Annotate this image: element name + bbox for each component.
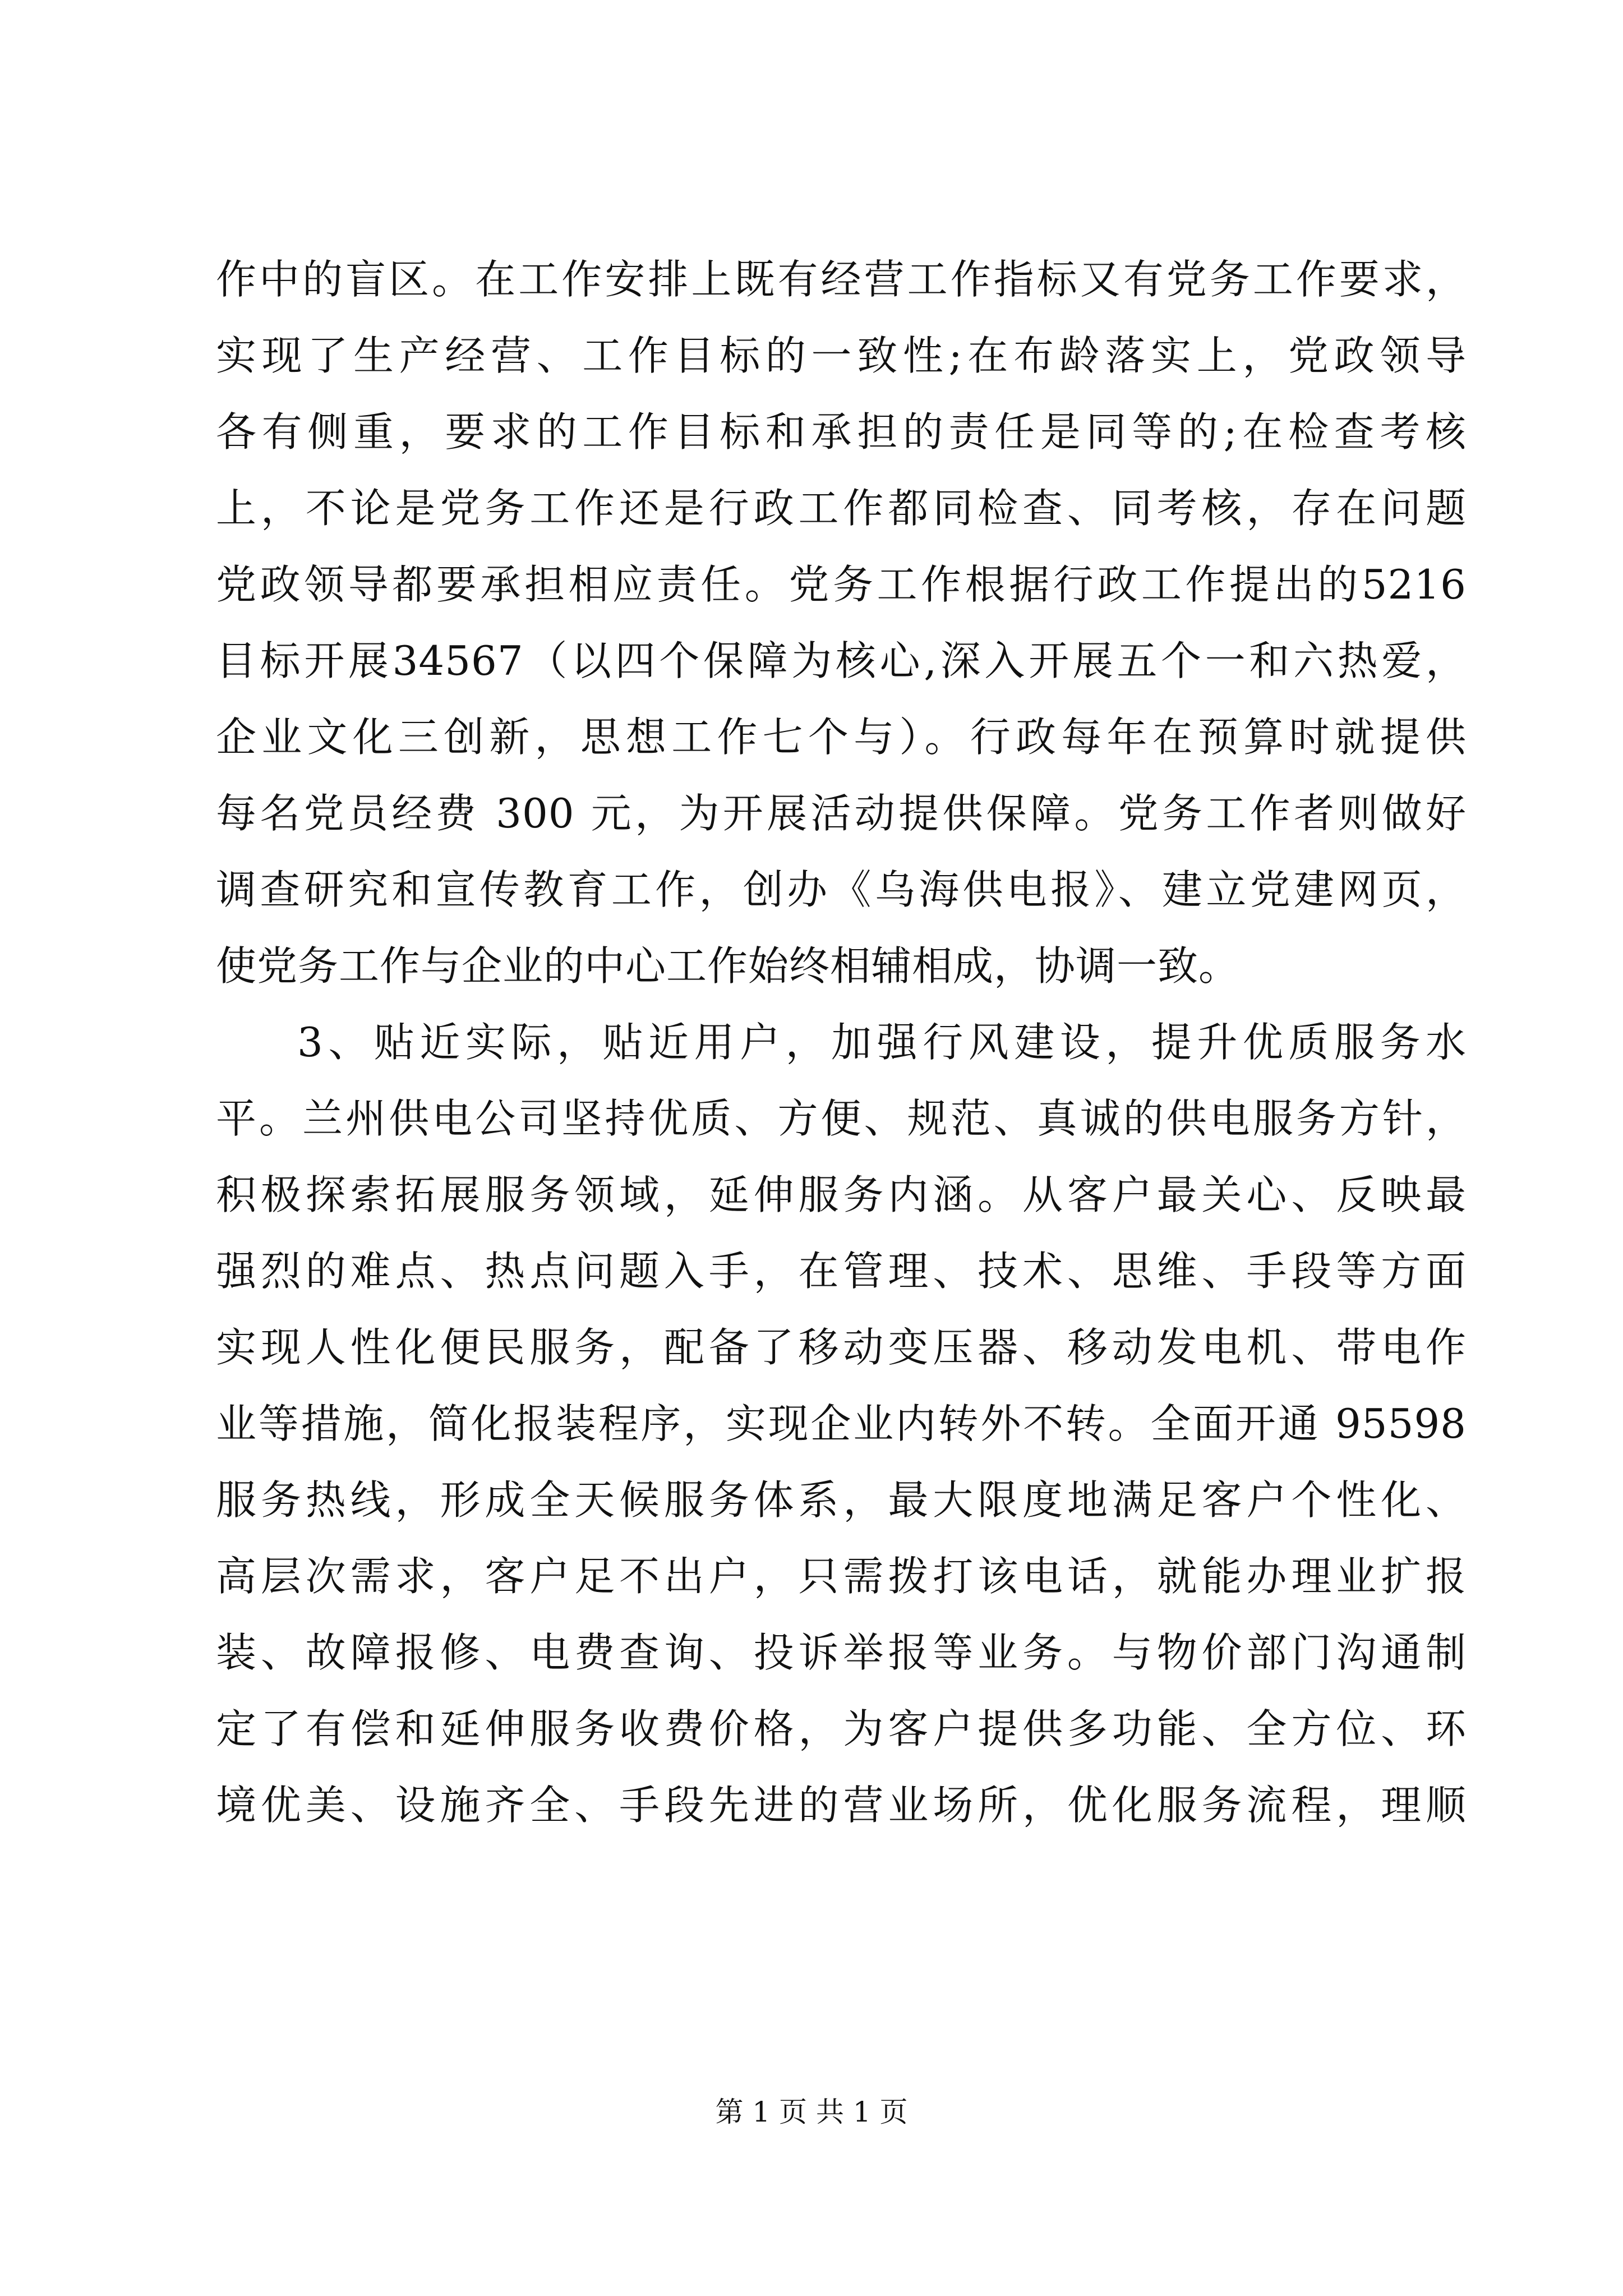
text-line: 服务热线，形成全天候服务体系，最大限度地满足客户个性化、 <box>216 1476 1467 1524</box>
text-line: 境优美、设施齐全、手段先进的营业场所，优化服务流程，理顺 <box>216 1782 1467 1829</box>
text-line: 业等措施，简化报装程序，实现企业内转外不转。全面开通 95598 <box>216 1400 1467 1447</box>
text-line: 实现了生产经营、工作目标的一致性;在布龄落实上，党政领导 <box>216 332 1467 379</box>
text-line: 定了有偿和延伸服务收费价格，为客户提供多功能、全方位、环 <box>216 1705 1467 1752</box>
text-line: 调查研究和宣传教育工作，创办《乌海供电报》、建立党建网页， <box>216 866 1467 913</box>
text-line: 积极探索拓展服务领域，延伸服务内涵。从客户最关心、反映最 <box>216 1171 1467 1218</box>
text-line: 装、故障报修、电费查询、投诉举报等业务。与物价部门沟通制 <box>216 1629 1467 1676</box>
text-line: 高层次需求，客户足不出户，只需拨打该电话，就能办理业扩报 <box>216 1553 1467 1600</box>
text-line: 上，不论是党务工作还是行政工作都同检查、同考核，存在问题 <box>216 485 1467 532</box>
text-line: 党政领导都要承担相应责任。党务工作根据行政工作提出的5216 <box>216 561 1467 608</box>
text-line: 实现人性化便民服务，配备了移动变压器、移动发电机、带电作 <box>216 1324 1467 1371</box>
page-footer: 第 1 页 共 1 页 <box>715 2096 908 2128</box>
text-line: 各有侧重，要求的工作目标和承担的责任是同等的;在检查考核 <box>216 408 1467 455</box>
text-line: 企业文化三创新，思想工作七个与）。行政每年在预算时就提供 <box>216 714 1467 761</box>
text-line: 作中的盲区。在工作安排上既有经营工作指标又有党务工作要求， <box>216 256 1467 303</box>
text-line: 3、贴近实际，贴近用户，加强行风建设，提升优质服务水 <box>297 1019 1467 1066</box>
text-line: 使党务工作与企业的中心工作始终相辅相成，协调一致。 <box>216 942 1240 990</box>
text-line: 强烈的难点、热点问题入手，在管理、技术、思维、手段等方面 <box>216 1248 1467 1295</box>
body-text <box>216 241 1467 1843</box>
text-line: 每名党员经费 300 元，为开展活动提供保障。党务工作者则做好 <box>216 790 1467 837</box>
text-line: 目标开展34567（以四个保障为核心,深入开展五个一和六热爱， <box>216 637 1467 684</box>
text-line: 平。兰州供电公司坚持优质、方便、规范、真诚的供电服务方针， <box>216 1095 1467 1142</box>
